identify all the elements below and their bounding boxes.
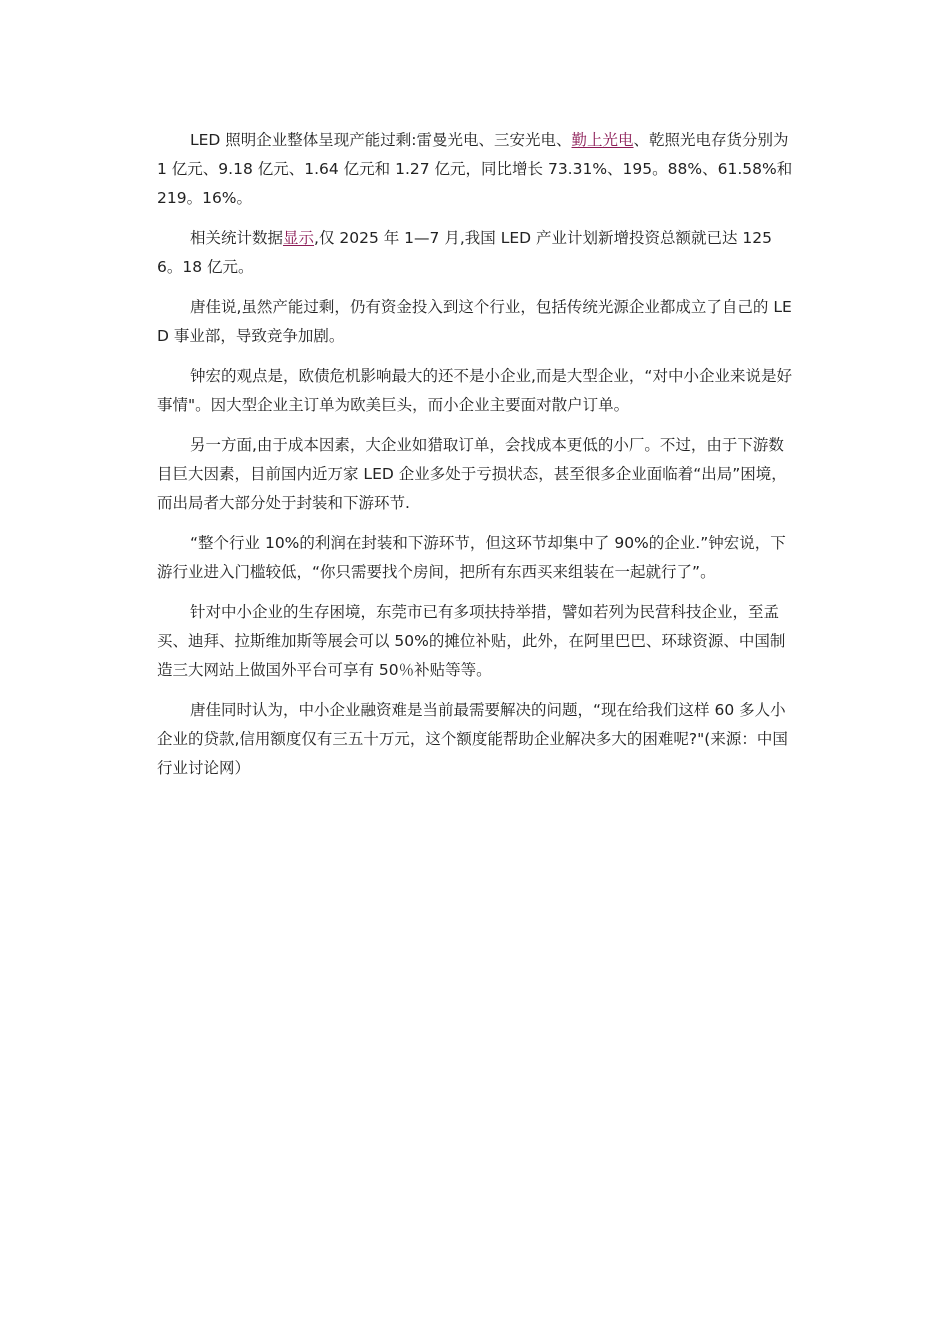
paragraph-overcapacity: 唐佳说,虽然产能过剩，仍有资金投入到这个行业，包括传统光源企业都成立了自己的 LED 事业部，导致竞争加剧。 <box>157 298 792 345</box>
paragraph-text: LED 照明企业整体呈现产能过剩:雷曼光电、三安光电、 <box>190 131 572 149</box>
paragraph-debt-crisis: 钟宏的观点是，欧债危机影响最大的还不是小企业,而是大型企业，“对中小企业来说是好事情"。因大型企业主订单为欧美巨头，而小企业主要面对散户订单。 <box>157 367 792 414</box>
paragraph-led-inventory <box>157 126 797 213</box>
paragraph-financing: 唐佳同时认为，中小企业融资难是当前最需要解决的问题，“现在给我们这样 60 多人小企业的贷款,信用额度仅有三五十万元，这个额度能帮助企业解决多大的困难呢?"(来源：中国行业讨论网） <box>157 701 788 777</box>
link-qinshang-guangdian[interactable]: 勤上光电 <box>571 131 634 149</box>
paragraph-text: 相关统计数据 <box>190 229 284 247</box>
paragraph-investment-stats <box>157 224 797 282</box>
paragraph-text: 、乾照光电存货分别为 1 亿元、9.18 亿元、1.64 亿元和 1.27 亿元，同比增长 73.31%、195。88%、61.58%和 219。16%。 <box>157 131 793 207</box>
paragraph-support-measures: 针对中小企业的生存困境，东莞市已有多项扶持举措，譬如若列为民营科技企业，至孟买、迪拜、拉斯维加斯等展会可以 50%的摊位补贴，此外，在阿里巴巴、环球资源、中国制造三大网站上做国外平台可享有 50％补贴等等。 <box>157 603 786 679</box>
article-body <box>157 126 797 794</box>
paragraph-text: ,仅 2025 年 1—7 月,我国 LED 产业计划新增投资总额就已达 1256。18 亿元。 <box>157 229 772 276</box>
paragraph-cost-factors: 另一方面,由于成本因素，大企业如猎取订单，会找成本更低的小厂。不过，由于下游数目巨大因素，目前国内近万家 LED 企业多处于亏损状态，甚至很多企业面临着“出局”困境，而出局者大部分处于封装和下游环节. <box>157 436 787 512</box>
paragraph-industry-profit: “整个行业 10%的利润在封装和下游环节，但这环节却集中了 90%的企业.”钟宏说，下游行业进入门槛较低，“你只需要找个房间，把所有东西买来组装在一起就行了”。 <box>157 534 786 581</box>
link-display[interactable]: 显示 <box>283 229 315 247</box>
